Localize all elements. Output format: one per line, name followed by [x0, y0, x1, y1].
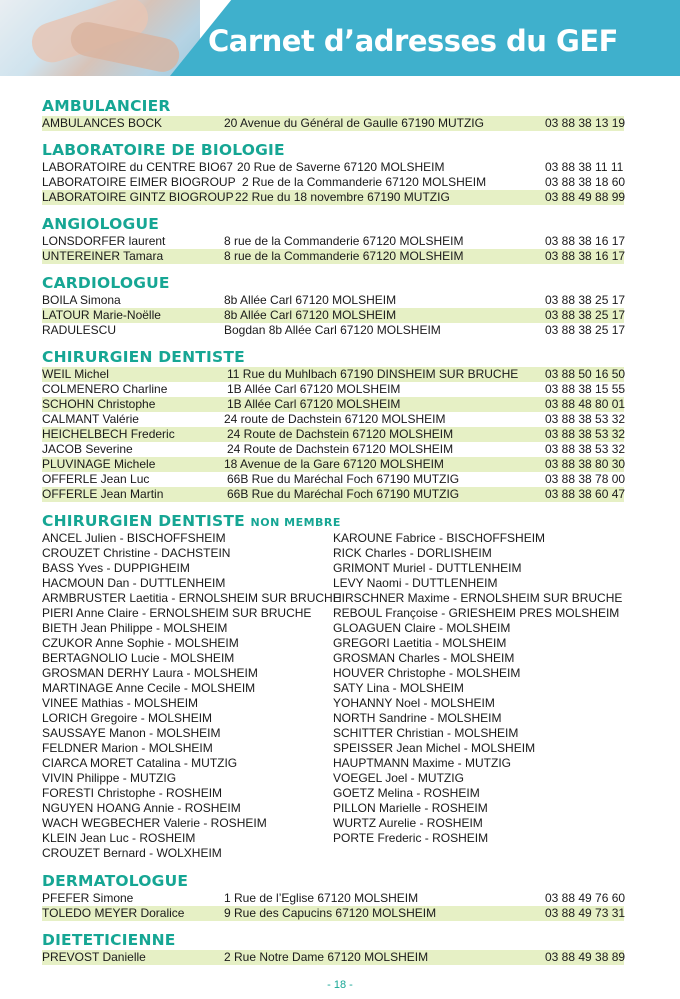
entry-phone: 03 88 49 76 60 [545, 891, 626, 905]
section-title-text: CHIRURGIEN DENTISTE [42, 512, 245, 530]
section-title-angiologue: ANGIOLOGUE [42, 215, 160, 233]
entry-name: UNTEREINER Tamara [42, 249, 164, 263]
list-item: PORTE Frederic - ROSHEIM [333, 831, 489, 845]
table-row [42, 175, 624, 190]
entry-phone: 03 88 38 11 11 [545, 160, 624, 174]
list-item: VIVIN Philippe - MUTZIG [42, 771, 177, 785]
list-item: BASS Yves - DUPPIGHEIM [42, 561, 190, 575]
entry-address: 8b Allée Carl 67120 MOLSHEIM [224, 308, 397, 322]
page-title: Carnet d’adresses du GEF [208, 24, 618, 58]
entry-address: 11 Rue du Muhlbach 67190 DINSHEIM SUR BRUCHE [227, 367, 519, 381]
header-photo [0, 0, 200, 76]
list-item: LEVY Naomi - DUTTLENHEIM [333, 576, 498, 590]
table-row [42, 308, 624, 323]
list-item: CZUKOR Anne Sophie - MOLSHEIM [42, 636, 239, 650]
entry-address: 9 Rue des Capucins 67120 MOLSHEIM [224, 906, 437, 920]
list-item: SAUSSAYE Manon - MOLSHEIM [42, 726, 221, 740]
list-item: REBOUL Françoise - GRIESHEIM PRES MOLSHEIM [333, 606, 620, 620]
table-row [42, 906, 624, 921]
entry-name: WEIL Michel [42, 367, 109, 381]
entry-address: 24 route de Dachstein 67120 MOLSHEIM [224, 412, 446, 426]
entry-address: 8b Allée Carl 67120 MOLSHEIM [224, 293, 397, 307]
section-subtitle: NON MEMBRE [250, 516, 341, 529]
entry-address: 8 rue de la Commanderie 67120 MOLSHEIM [224, 249, 464, 263]
table-row [42, 891, 624, 906]
section-title-dentiste-non-membre [42, 512, 624, 531]
entry-name: LABORATOIRE du CENTRE BIO67 [42, 160, 233, 174]
list-item: KAROUNE Fabrice - BISCHOFFSHEIM [333, 531, 546, 545]
entry-phone: 03 88 38 25 17 [545, 323, 626, 337]
table-row [42, 367, 624, 382]
list-item: FELDNER Marion - MOLSHEIM [42, 741, 213, 755]
entry-phone: 03 88 38 25 17 [545, 293, 626, 307]
list-item: VOEGEL Joel - MUTZIG [333, 771, 464, 785]
entry-phone: 03 88 38 13 19 [545, 116, 626, 130]
non-member-list [42, 531, 624, 861]
list-item: GRIMONT Muriel - DUTTLENHEIM [333, 561, 522, 575]
entry-name: COLMENERO Charline [42, 382, 168, 396]
list-item: RICK Charles - DORLISHEIM [333, 546, 492, 560]
entry-address: 18 Avenue de la Gare 67120 MOLSHEIM [224, 457, 444, 471]
entry-name: CALMANT Valérie [42, 412, 139, 426]
list-item: LORICH Gregoire - MOLSHEIM [42, 711, 213, 725]
table-row [42, 427, 624, 442]
entry-phone: 03 88 38 80 30 [545, 457, 626, 471]
entry-name: OFFERLE Jean Luc [42, 472, 150, 486]
entry-address: 24 Route de Dachstein 67120 MOLSHEIM [227, 427, 454, 441]
entry-phone: 03 88 38 53 32 [545, 442, 626, 456]
entry-phone: 03 88 38 16 17 [545, 249, 626, 263]
list-item: HOUVER Christophe - MOLSHEIM [333, 666, 521, 680]
list-item: HIRSCHNER Maxime - ERNOLSHEIM SUR BRUCHE [333, 591, 623, 605]
list-item: YOHANNY Noel - MOLSHEIM [333, 696, 495, 710]
entry-phone: 03 88 38 78 00 [545, 472, 626, 486]
section-title-dieteticienne: DIETETICIENNE [42, 931, 176, 949]
entry-address: 24 Route de Dachstein 67120 MOLSHEIM [227, 442, 454, 456]
entry-phone: 03 88 38 25 17 [545, 308, 626, 322]
list-item: KLEIN Jean Luc - ROSHEIM [42, 831, 196, 845]
section-title-dentiste: CHIRURGIEN DENTISTE [42, 348, 245, 366]
table-row [42, 234, 624, 249]
entry-name: HEICHELBECH Frederic [42, 427, 175, 441]
entry-address: 66B Rue du Maréchal Foch 67190 MUTZIG [227, 487, 460, 501]
table-row [42, 293, 624, 308]
list-item: CROUZET Christine - DACHSTEIN [42, 546, 231, 560]
entry-name: JACOB Severine [42, 442, 133, 456]
entry-phone: 03 88 38 53 32 [545, 412, 626, 426]
entry-name: AMBULANCES BOCK [42, 116, 163, 130]
list-item: GROSMAN DERHY Laura - MOLSHEIM [42, 666, 258, 680]
table-row [42, 116, 624, 131]
table-row [42, 950, 624, 965]
section-title-dermatologue: DERMATOLOGUE [42, 872, 189, 890]
list-item: CROUZET Bernard - WOLXHEIM [42, 846, 222, 860]
section-title-laboratoire: LABORATOIRE DE BIOLOGIE [42, 141, 285, 159]
entry-name: TOLEDO MEYER Doralice [42, 906, 185, 920]
entry-phone: 03 88 49 88 99 [545, 190, 626, 204]
non-member-left-column [42, 531, 341, 861]
list-item: HACMOUN Dan - DUTTLENHEIM [42, 576, 226, 590]
list-item: SCHITTER Christian - MOLSHEIM [333, 726, 519, 740]
entry-address: 1B Allée Carl 67120 MOLSHEIM [227, 397, 401, 411]
table-row [42, 397, 624, 412]
entry-address: 22 Rue du 18 novembre 67190 MUTZIG [235, 190, 450, 204]
table-row [42, 382, 624, 397]
non-member-right-column [333, 531, 622, 846]
entry-phone: 03 88 38 18 60 [545, 175, 626, 189]
entry-name: RADULESCU [42, 323, 117, 337]
section-title-cardiologue: CARDIOLOGUE [42, 274, 170, 292]
list-item: FORESTI Christophe - ROSHEIM [42, 786, 223, 800]
entry-name: PFEFER Simone [42, 891, 134, 905]
section-title-ambulancier: AMBULANCIER [42, 97, 171, 115]
entry-address: 1 Rue de l’Eglise 67120 MOLSHEIM [224, 891, 419, 905]
table-row [42, 249, 624, 264]
list-item: GOETZ Melina - ROSHEIM [333, 786, 480, 800]
list-item: SPEISSER Jean Michel - MOLSHEIM [333, 741, 536, 755]
list-item: BERTAGNOLIO Lucie - MOLSHEIM [42, 651, 235, 665]
entry-name: LONSDORFER laurent [42, 234, 166, 248]
entry-phone: 03 88 38 53 32 [545, 427, 626, 441]
entry-phone: 03 88 48 80 01 [545, 397, 626, 411]
entry-name: LABORATOIRE EIMER BIOGROUP [42, 175, 236, 189]
list-item: ANCEL Julien - BISCHOFFSHEIM [42, 531, 226, 545]
list-item: MARTINAGE Anne Cecile - MOLSHEIM [42, 681, 256, 695]
table-row [42, 190, 624, 205]
entry-address: 66B Rue du Maréchal Foch 67190 MUTZIG [227, 472, 460, 486]
entry-address: 8 rue de la Commanderie 67120 MOLSHEIM [224, 234, 464, 248]
entry-name: LABORATOIRE GINTZ BIOGROUP [42, 190, 234, 204]
list-item: BIETH Jean Philippe - MOLSHEIM [42, 621, 228, 635]
directory [42, 97, 624, 965]
entry-name: LATOUR Marie-Noëlle [42, 308, 161, 322]
entry-phone: 03 88 50 16 50 [545, 367, 626, 381]
page-header [0, 0, 680, 76]
list-item: WURTZ Aurelie - ROSHEIM [333, 816, 483, 830]
entry-address: 2 Rue de la Commanderie 67120 MOLSHEIM [242, 175, 487, 189]
list-item: SATY Lina - MOLSHEIM [333, 681, 464, 695]
entry-name: PLUVINAGE Michele [42, 457, 156, 471]
list-item: GREGORI Laetitia - MOLSHEIM [333, 636, 507, 650]
list-item: VINEE Mathias - MOLSHEIM [42, 696, 199, 710]
entry-phone: 03 88 38 60 47 [545, 487, 626, 501]
entry-address: 20 Rue de Saverne 67120 MOLSHEIM [237, 160, 445, 174]
table-row [42, 160, 624, 175]
entry-phone: 03 88 38 15 55 [545, 382, 626, 396]
entry-name: PREVOST Danielle [42, 950, 146, 964]
list-item: GROSMAN Charles - MOLSHEIM [333, 651, 515, 665]
entry-address: 2 Rue Notre Dame 67120 MOLSHEIM [224, 950, 429, 964]
list-item: CIARCA MORET Catalina - MUTZIG [42, 756, 238, 770]
list-item: PILLON Marielle - ROSHEIM [333, 801, 488, 815]
table-row [42, 472, 624, 487]
table-row [42, 457, 624, 472]
entry-address: 20 Avenue du Général de Gaulle 67190 MUTZIG [224, 116, 484, 130]
list-item: WACH WEGBECHER Valerie - ROSHEIM [42, 816, 267, 830]
entry-phone: 03 88 38 16 17 [545, 234, 626, 248]
list-item: NORTH Sandrine - MOLSHEIM [333, 711, 502, 725]
table-row [42, 412, 624, 427]
list-item: HAUPTMANN Maxime - MUTZIG [333, 756, 511, 770]
list-item: GLOAGUEN Claire - MOLSHEIM [333, 621, 511, 635]
entry-name: SCHOHN Christophe [42, 397, 156, 411]
list-item: NGUYEN HOANG Annie - ROSHEIM [42, 801, 241, 815]
list-item: PIERI Anne Claire - ERNOLSHEIM SUR BRUCHE [42, 606, 312, 620]
entry-name: OFFERLE Jean Martin [42, 487, 164, 501]
table-row [42, 487, 624, 502]
list-item: ARMBRUSTER Laetitia - ERNOLSHEIM SUR BRUCHE [42, 591, 341, 605]
table-row [42, 442, 624, 457]
entry-name: BOILA Simona [42, 293, 121, 307]
page-number: - 18 - [327, 979, 353, 991]
table-row [42, 323, 624, 338]
entry-address: 1B Allée Carl 67120 MOLSHEIM [227, 382, 401, 396]
entry-address: Bogdan 8b Allée Carl 67120 MOLSHEIM [224, 323, 441, 337]
entry-phone: 03 88 49 38 89 [545, 950, 626, 964]
entry-phone: 03 88 49 73 31 [545, 906, 626, 920]
